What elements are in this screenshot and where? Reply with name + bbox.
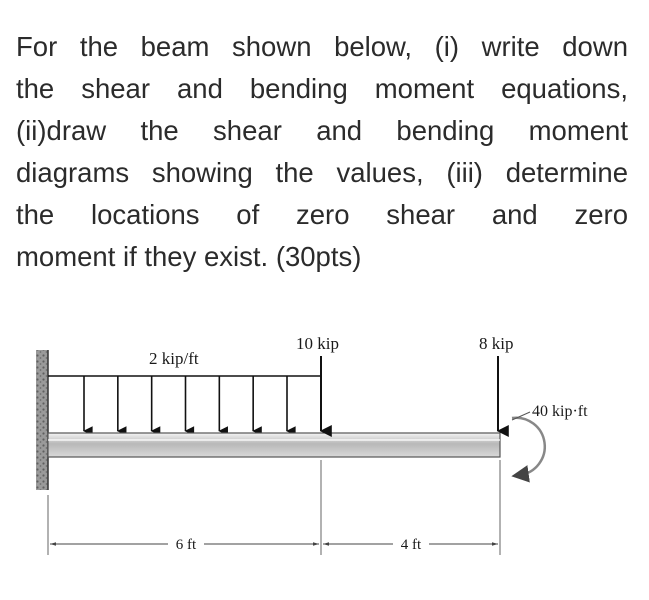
problem-line-3: (ii)draw the shear and bending moment	[16, 115, 628, 146]
fixed-support-wall	[36, 350, 48, 490]
distributed-load-label: 2 kip/ft	[149, 349, 199, 368]
point-load-1-label: 10 kip	[296, 334, 339, 353]
beam-diagram	[0, 300, 649, 600]
problem-line-1: For the beam shown below, (i) write down	[16, 31, 628, 62]
problem-line-2: the shear and bending moment equations,	[16, 73, 628, 104]
point-load-2-label: 8 kip	[479, 334, 514, 353]
moment-label: 40 kip·ft	[532, 403, 588, 420]
moment-arc-arrow	[512, 418, 545, 475]
problem-line-5: the locations of zero shear and zero	[16, 199, 628, 230]
problem-line-6: moment if they exist. (30pts)	[16, 241, 362, 272]
beam	[48, 433, 500, 457]
distributed-load-arrows	[84, 376, 287, 431]
problem-line-4: diagrams showing the values, (iii) determine	[16, 157, 628, 188]
problem-statement	[16, 26, 628, 278]
dimension-2-label: 4 ft	[400, 537, 422, 553]
dimension-1-label: 6 ft	[175, 537, 197, 553]
